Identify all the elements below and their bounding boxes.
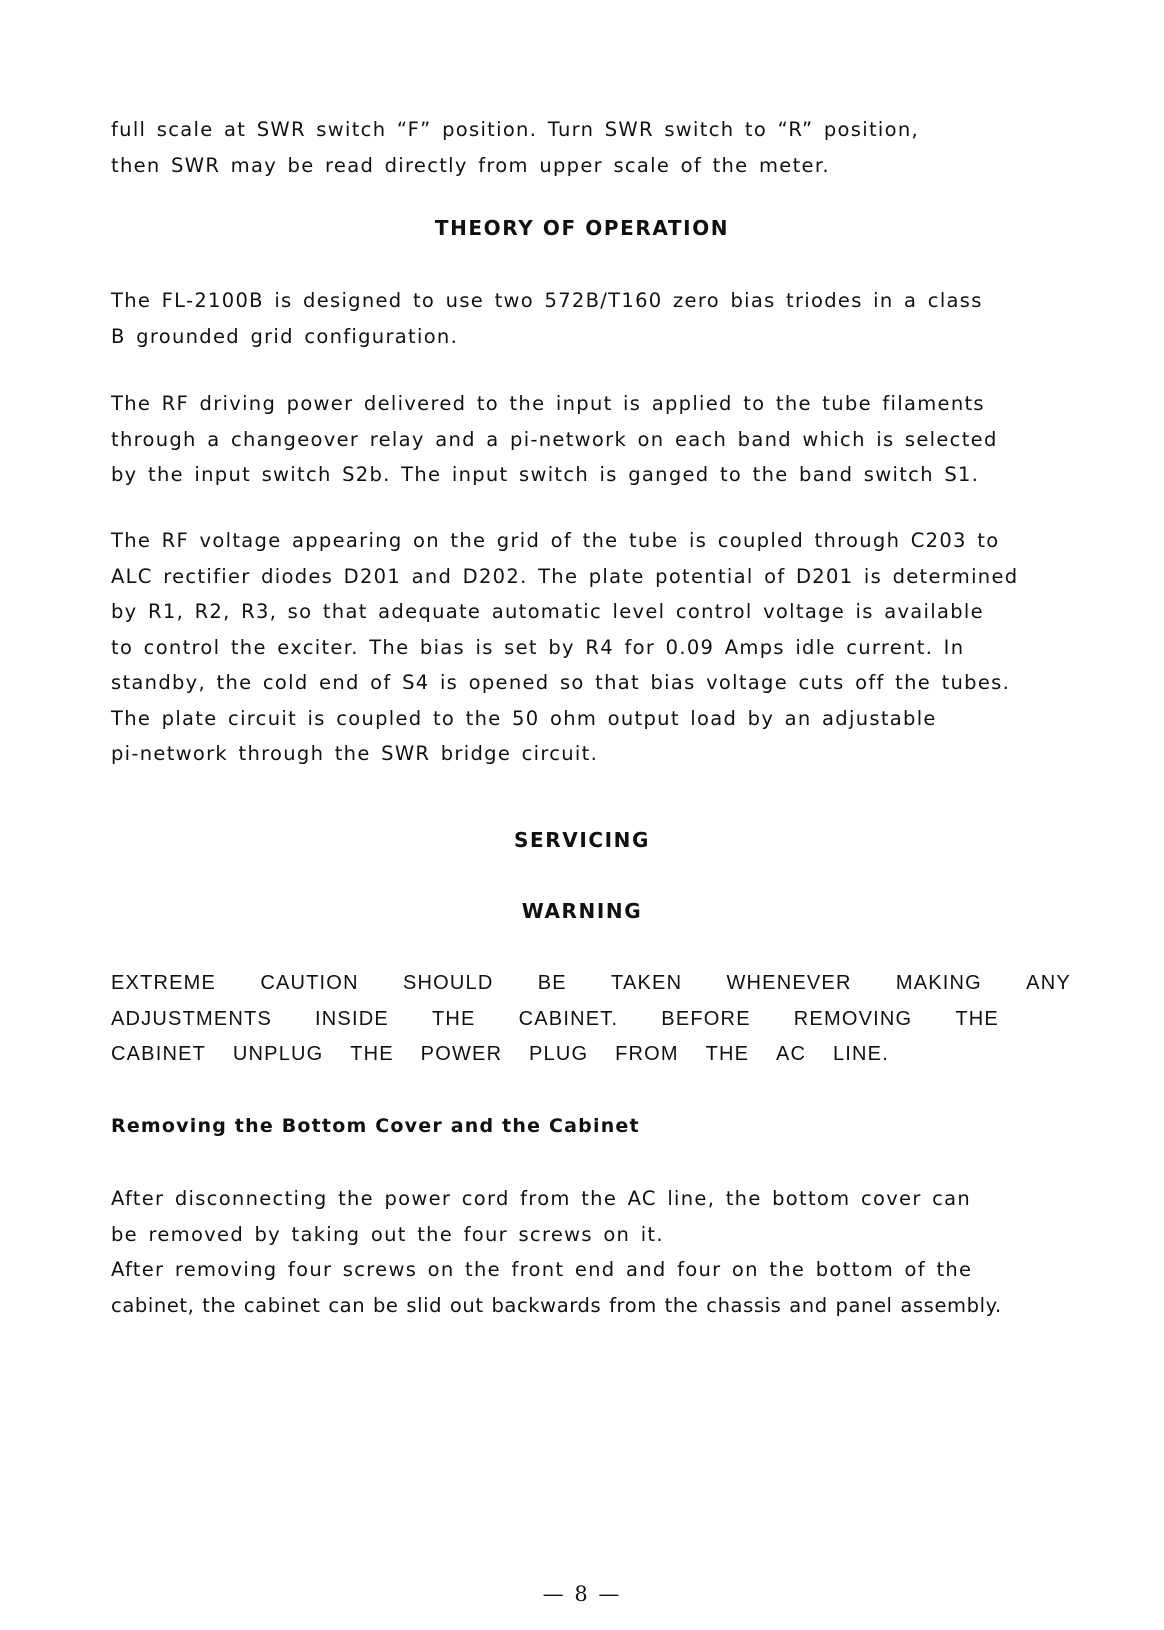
warning-word: PLUG [529,1043,589,1065]
removing-heading: Removing the Bottom Cover and the Cabinet [111,1115,640,1137]
theory-heading: THEORY OF OPERATION [434,216,730,240]
warning-heading: WARNING [521,899,643,923]
theory-paragraph-3 [111,523,1071,772]
warning-word: THE [955,1007,999,1030]
warning-word: AC [775,1043,807,1065]
warning-line-1 [111,966,1071,1002]
theory-p3-line-1: The RF voltage appearing on the grid of the tube is coupled through C203 to [111,529,1000,552]
warning-word: BE [537,972,567,994]
servicing-heading: SERVICING [513,828,651,852]
warning-word: THE [705,1043,750,1065]
theory-p1-line-2: B grounded grid configuration. [111,324,459,348]
theory-paragraph-2 [111,386,1071,493]
removing-line-2: be removed by taking out the four screws on it. [111,1222,664,1246]
warning-word: MAKING [895,972,982,994]
warning-word: ANY [1026,972,1071,994]
warning-word: POWER [420,1043,503,1065]
theory-p2-line-3: by the input switch S2b. The input switch is ganged to the band switch S1. [111,463,980,486]
warning-word: SHOULD [402,972,494,994]
theory-p3-line-7: pi-network through the SWR bridge circuit. [111,742,599,765]
warning-word: UNPLUG [232,1043,324,1065]
theory-p3-line-5: standby, the cold end of S4 is opened so that bias voltage cuts off the tubes. [111,671,1011,694]
warning-word: CABINET [111,1043,207,1065]
theory-p3-line-3: by R1, R2, R3, so that adequate automatic level control voltage is available [111,600,984,623]
theory-p3-line-2: ALC rectifier diodes D201 and D202. The plate potential of D201 is determined [111,564,1019,588]
intro-line-2: then SWR may be read directly from upper scale of the meter. [111,153,830,177]
removing-line-3: After removing four screws on the front end and four on the bottom of the [111,1258,973,1281]
warning-word: REMOVING [793,1007,913,1030]
warning-word: LINE. [832,1043,889,1065]
theory-paragraph-1 [111,283,1071,354]
warning-paragraph [111,966,1071,1073]
warning-word: THE [350,1043,394,1065]
warning-word: BEFORE [661,1007,751,1030]
warning-word: THE [431,1007,476,1030]
removing-line-4: cabinet, the cabinet can be slid out backwards from the chassis and panel assembly. [111,1293,1002,1317]
theory-p2-line-1: The RF driving power delivered to the input is applied to the tube filaments [111,392,985,415]
warning-word: ADJUSTMENTS [111,1007,272,1030]
removing-line-1: After disconnecting the power cord from the AC line, the bottom cover can [111,1187,972,1210]
intro-line-1: full scale at SWR switch “F” position. Turn SWR switch to “R” position, [111,118,920,141]
page-number: — 8 — [542,1582,622,1606]
theory-p2-line-2: through a changeover relay and a pi-network on each band which is selected [111,427,998,451]
theory-p1-line-1: The FL-2100B is designed to use two 572B/T160 zero bias triodes in a class [111,289,983,312]
warning-line-3 [111,1037,889,1073]
warning-line-2 [111,1002,999,1038]
theory-p3-line-4: to control the exciter. The bias is set by R4 for 0.09 Amps idle current. In [111,635,965,659]
warning-word: CABINET. [518,1007,619,1030]
warning-word: FROM [615,1043,679,1065]
warning-word: EXTREME [111,972,217,994]
warning-word: TAKEN [611,972,683,994]
removing-paragraph [111,1181,1071,1323]
intro-paragraph [111,112,1071,183]
warning-word: WHENEVER [726,972,852,994]
theory-p3-line-6: The plate circuit is coupled to the 50 ohm output load by an adjustable [111,706,937,730]
warning-word: INSIDE [315,1007,389,1030]
warning-word: CAUTION [260,972,359,994]
